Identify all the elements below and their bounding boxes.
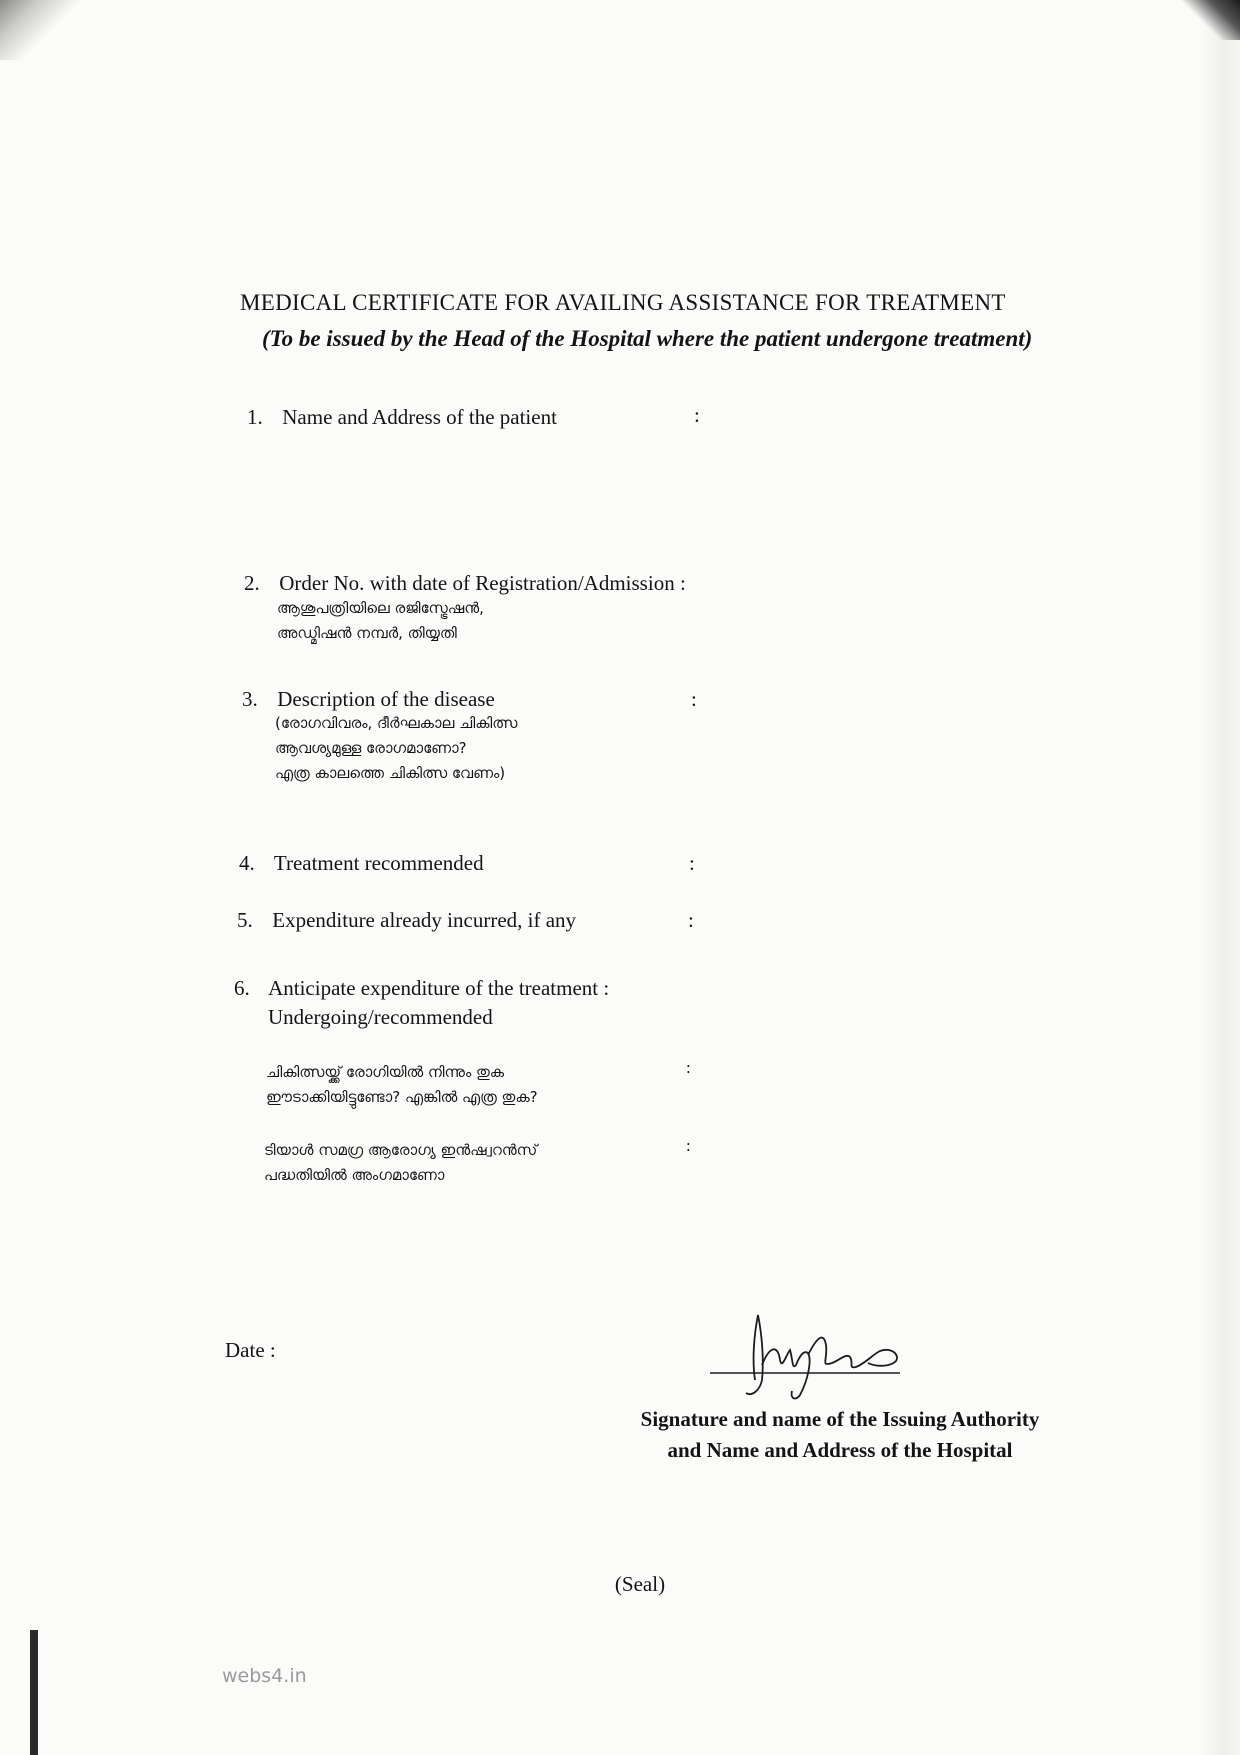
item-1: [247, 405, 557, 430]
item-6: [234, 976, 609, 1001]
question-colon: :: [686, 1058, 691, 1077]
malayalam-line: ഈടാക്കിയിട്ടുണ്ടോ? എങ്കിൽ എത്ര തുക?: [266, 1088, 538, 1106]
item-label: Order No. with date of Registration/Admission :: [279, 571, 686, 595]
item-colon: :: [689, 851, 695, 875]
item-colon: :: [691, 687, 697, 711]
item-number: 4.: [239, 851, 255, 875]
malayalam-line: ആവശ്യമുള്ള രോഗമാണോ?: [275, 739, 467, 757]
question-colon: :: [686, 1136, 691, 1155]
malayalam-line: ടിയാൾ സമഗ്ര ആരോഗ്യ ഇൻഷ്വറൻസ്: [264, 1141, 538, 1159]
item-2: [244, 571, 686, 596]
item-number: 3.: [242, 687, 258, 711]
certificate-title: MEDICAL CERTIFICATE FOR AVAILING ASSISTANCE FOR TREATMENT: [240, 290, 1006, 315]
scan-edge-mark: [30, 1630, 38, 1755]
malayalam-line: (രോഗവിവരം, ദീർഘകാല ചികിത്സ: [275, 714, 518, 732]
certificate-subtitle: (To be issued by the Head of the Hospital where the patient undergone treatment): [262, 326, 1033, 351]
item-colon: :: [688, 908, 694, 932]
item-3: [242, 687, 495, 712]
scan-edge: [1200, 0, 1240, 1755]
item-label: Treatment recommended: [273, 851, 484, 875]
item-3-malayalam: [275, 711, 517, 786]
item-6-continuation: Undergoing/recommended: [268, 1005, 493, 1029]
item-5: [237, 908, 576, 933]
question-amount-collected: [266, 1060, 538, 1110]
question-insurance-member: [264, 1138, 537, 1188]
handwritten-signature: [700, 1305, 950, 1405]
signature-caption: [620, 1404, 1060, 1466]
malayalam-line: പദ്ധതിയിൽ അംഗമാണോ: [264, 1166, 445, 1184]
item-label: Description of the disease: [277, 687, 495, 711]
seal-label: (Seal): [614, 1572, 666, 1596]
signature-caption-line: Signature and name of the Issuing Authority: [640, 1407, 1040, 1431]
item-number: 2.: [244, 571, 260, 595]
date-label: Date :: [225, 1338, 276, 1362]
item-label: Expenditure already incurred, if any: [272, 908, 577, 932]
item-4: [239, 851, 484, 876]
malayalam-line: ചികിത്സയ്ക്ക് രോഗിയിൽ നിന്നും തുക: [266, 1063, 505, 1081]
item-2-malayalam: [277, 596, 484, 646]
malayalam-line: ആശുപത്രിയിലെ രജിസ്ട്രേഷൻ,: [277, 599, 484, 617]
malayalam-line: അഡ്മിഷൻ നമ്പർ, തിയ്യതി: [277, 624, 457, 642]
scan-corner-shadow: [1180, 0, 1240, 40]
item-number: 6.: [234, 976, 250, 1000]
item-colon: :: [694, 403, 700, 427]
item-label: Name and Address of the patient: [282, 405, 557, 429]
item-label: Anticipate expenditure of the treatment :: [268, 976, 610, 1000]
signature-caption-line: and Name and Address of the Hospital: [667, 1438, 1013, 1462]
item-number: 1.: [247, 405, 263, 429]
malayalam-line: എത്ര കാലത്തെ ചികിത്സ വേണം): [275, 764, 506, 782]
watermark: webs4.in: [222, 1665, 307, 1687]
scan-corner-shadow: [0, 0, 90, 60]
item-number: 5.: [237, 908, 253, 932]
